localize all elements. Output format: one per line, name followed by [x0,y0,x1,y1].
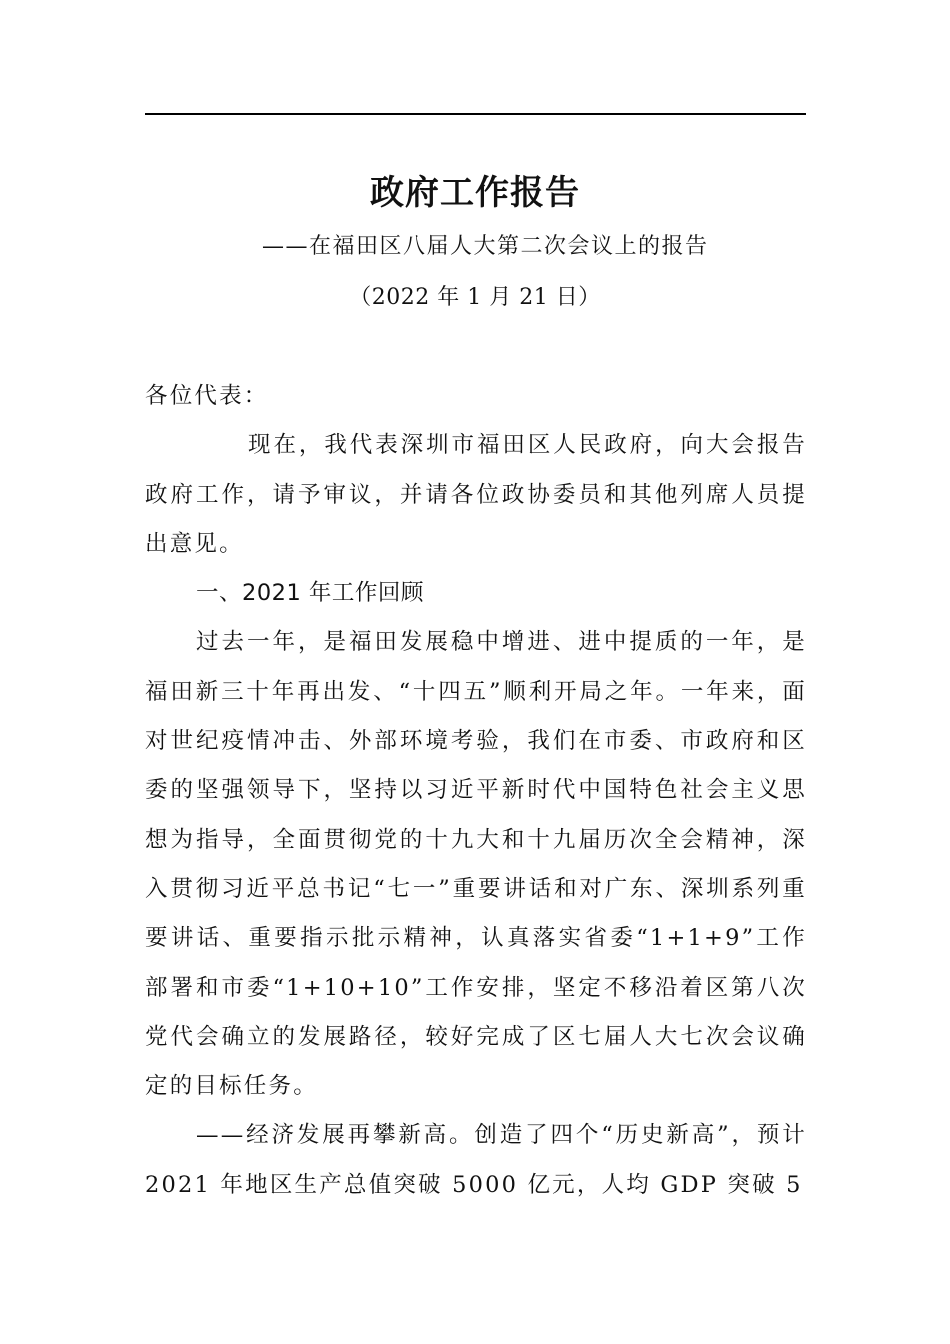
header-rule [145,113,806,115]
section-heading: 一、2021 年工作回顾 [196,580,424,607]
document-date: （2022 年 1 月 21 日） [349,285,601,310]
salutation: 各位代表： [145,383,269,409]
document-body [145,372,807,1210]
document-title: 政府工作报告 [370,173,580,213]
intro-paragraph: 现在，我代表深圳市福田区人民政府，向大会报告政府工作，请予审议，并请各位政协委员和其他列席人员提出意见。 [145,432,807,557]
economy-paragraph: ——经济发展再攀新高。创造了四个“历史新高”，预计 2021 年地区生产总值突破 5000 亿元，人均 GDP 突破 5 [145,1122,807,1198]
document-subtitle: ——在福田区八届人大第二次会议上的报告 [262,234,709,259]
review-paragraph: 过去一年，是福田发展稳中增进、进中提质的一年，是福田新三十年再出发、“十四五”顺利开局之年。一年来，面对世纪疫情冲击、外部环境考验，我们在市委、市政府和区委的坚强领导下，坚持以习近平新时代中国特色社会主义思想为指导，全面贯彻党的十九大和十九届历次全会精神，深入贯彻习近平总书记“七一”重要讲话和对广东、深圳系列重要讲话、重要指示批示精神，认真落实省委“1+1+9”工作部署和市委“1+10+10”工作安排，坚定不移沿着区第八次党代会确立的发展路径，较好完成了区七届人大七次会议确定的目标任务。 [145,629,807,1100]
